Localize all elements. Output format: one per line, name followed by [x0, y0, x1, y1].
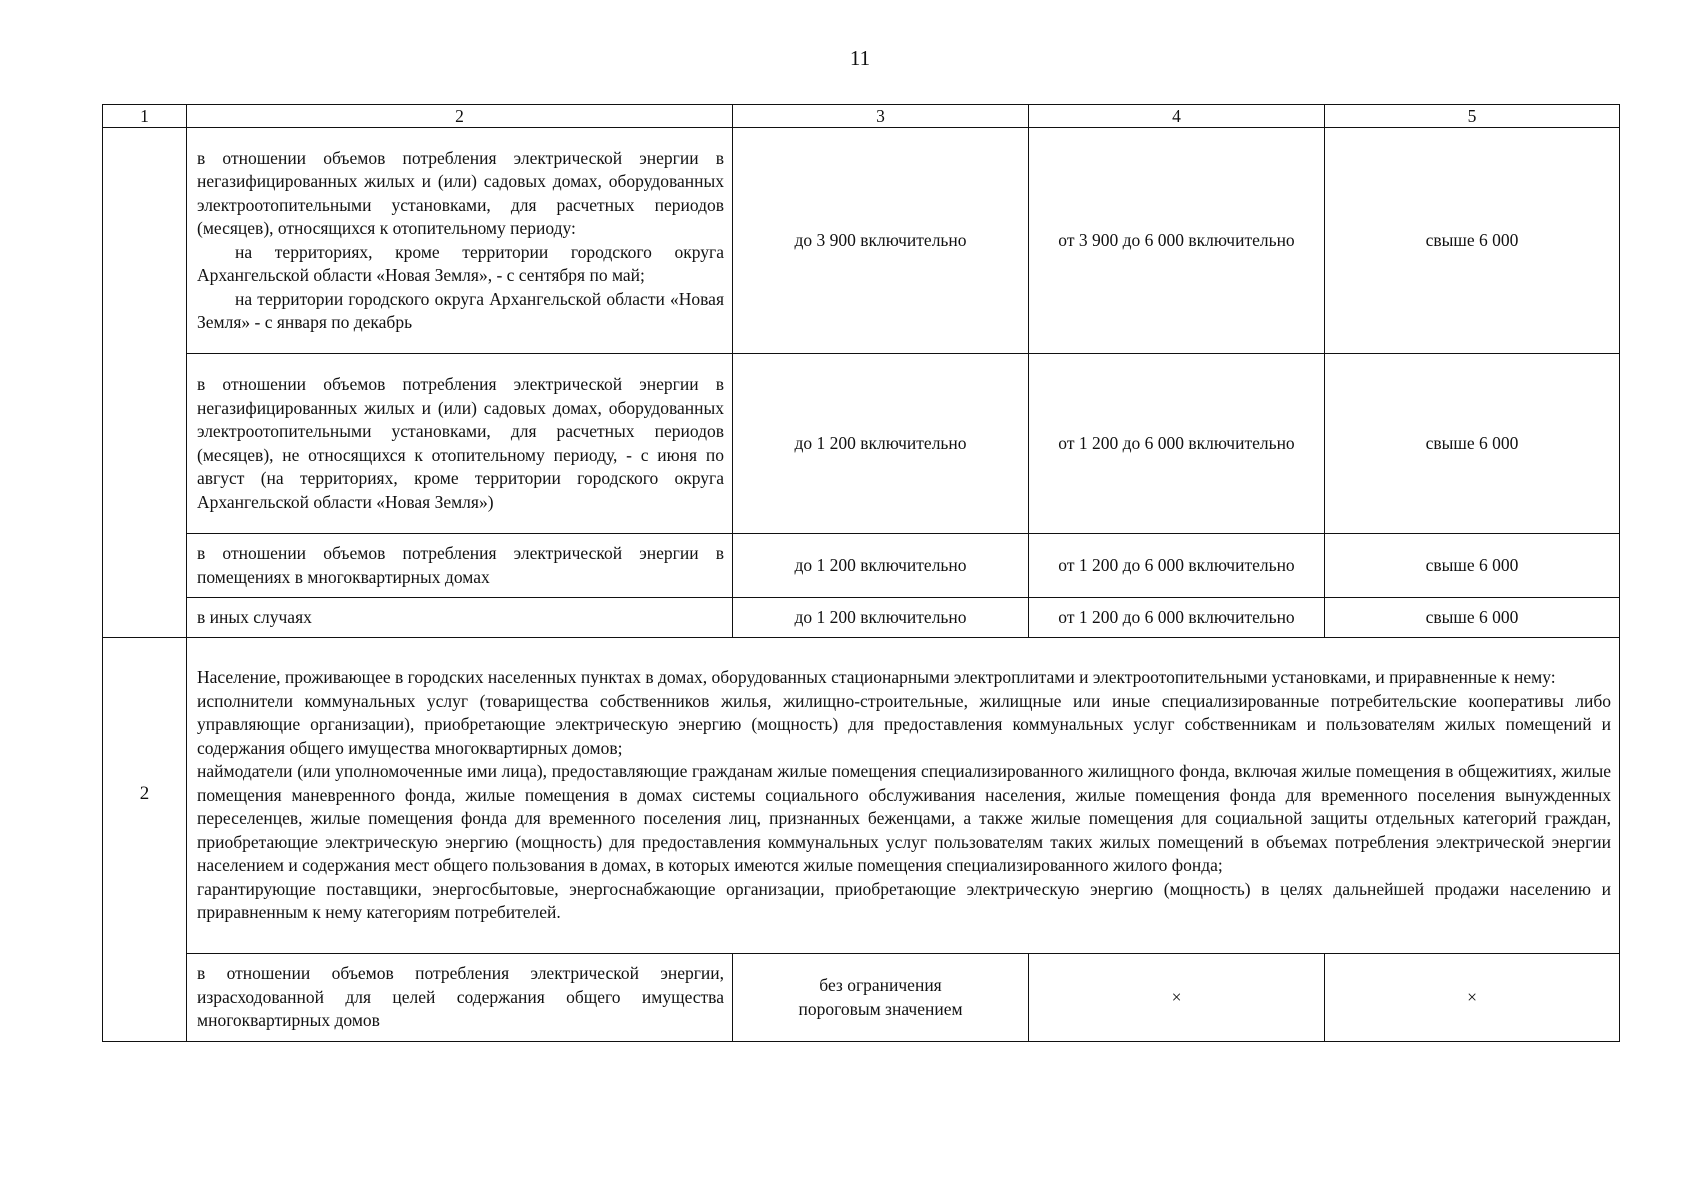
threshold-high: свыше 6 000: [1325, 128, 1620, 354]
row-description: в отношении объемов потребления электрической энергии в помещениях в многоквартирных домах: [187, 534, 733, 598]
row-number-cell: [103, 128, 187, 638]
table-row: [103, 534, 1620, 598]
section-description: [187, 638, 1620, 954]
threshold-high: ×: [1325, 954, 1620, 1042]
column-header-4: 4: [1029, 105, 1325, 128]
row-number-cell: [103, 638, 187, 1042]
table-row: [103, 954, 1620, 1042]
section-paragraph: Население, проживающее в городских населенных пунктах в домах, оборудованных стационарными электроплитами и электроотопительными установками, и приравненные к нему:: [197, 667, 1556, 688]
page-number: 11: [849, 46, 871, 70]
column-header-2: 2: [187, 105, 733, 128]
description-paragraph: на территориях, кроме территории городского округа Архангельской области «Новая Земля», - с сентября по май;: [197, 241, 724, 285]
section-paragraph: наймодатели (или уполномоченные ими лица), предоставляющие гражданам жилые помещения специализированного жилищного фонда, включая жилые помещения в общежитиях, жилые помещения маневренного фонда, жилые помещения в домах системы социального обслуживания населения, жилые помещения фонда для временного поселения вынужденных переселенцев, жилые помещения фонда для временного поселения лиц, признанных беженцами, а также жилые помещения для социальной защиты отдельных категорий граждан, приобретающие электрическую энергию (мощность) для предоставления коммунальных услуг пользователям таких жилых помещений в объемах потребления электрической энергии населением и содержания мест общего пользования в домах, в которых имеются жилые помещения специализированного жилого фонда;: [197, 761, 1611, 876]
threshold-low: до 3 900 включительно: [733, 128, 1029, 354]
threshold-mid: от 3 900 до 6 000 включительно: [1029, 128, 1325, 354]
row-description: в отношении объемов потребления электрической энергии, израсходованной для целей содержания общего имущества многоквартирных домов: [187, 954, 733, 1042]
section-number: 2: [139, 782, 150, 804]
row-description: [187, 128, 733, 354]
column-header-3: 3: [733, 105, 1029, 128]
threshold-mid: от 1 200 до 6 000 включительно: [1029, 354, 1325, 534]
description-paragraph: в отношении объемов потребления электрической энергии в негазифицированных жилых и (или) садовых домах, оборудованных электроотопительными установками, для расчетных периодов (месяцев), относящихся к отопительному периоду:: [197, 147, 724, 238]
threshold-low: до 1 200 включительно: [733, 598, 1029, 638]
table-row: [103, 128, 1620, 354]
column-header-1: 1: [103, 105, 187, 128]
threshold-mid: от 1 200 до 6 000 включительно: [1029, 534, 1325, 598]
column-header-5: 5: [1325, 105, 1620, 128]
row-description: в иных случаях: [187, 598, 733, 638]
table-header-row: [103, 105, 1620, 128]
threshold-low: до 1 200 включительно: [733, 534, 1029, 598]
threshold-low: без ограничения пороговым значением: [733, 954, 1029, 1042]
table-row: [103, 354, 1620, 534]
row-description: в отношении объемов потребления электрической энергии в негазифицированных жилых и (или) садовых домах, оборудованных электроотопительными установками, для расчетных периодов (месяцев), не относящихся к отопительному периоду, - с июня по август (на территориях, кроме территории городского округа Архангельской области «Новая Земля»): [187, 354, 733, 534]
tariff-threshold-table: [102, 104, 1620, 1042]
threshold-mid: от 1 200 до 6 000 включительно: [1029, 598, 1325, 638]
threshold-mid: ×: [1029, 954, 1325, 1042]
threshold-high: свыше 6 000: [1325, 598, 1620, 638]
threshold-low: до 1 200 включительно: [733, 354, 1029, 534]
threshold-high: свыше 6 000: [1325, 534, 1620, 598]
table-row: [103, 598, 1620, 638]
description-paragraph: на территории городского округа Архангельской области «Новая Земля» - с января по декабрь: [197, 288, 724, 332]
section-paragraph: гарантирующие поставщики, энергосбытовые, энергоснабжающие организации, приобретающие электрическую энергию (мощность) в целях дальнейшей продажи населению и приравненным к нему категориям потребителей.: [197, 878, 1611, 923]
table-row: [103, 638, 1620, 954]
threshold-high: свыше 6 000: [1325, 354, 1620, 534]
section-paragraph: исполнители коммунальных услуг (товарищества собственников жилья, жилищно-строительные, жилищные или иные специализированные потребительские кооперативы либо управляющие организации), приобретающие электрическую энергию (мощность) для предоставления коммунальных услуг собственникам и пользователям жилых помещений и содержания общего имущества многоквартирных домов;: [197, 690, 1611, 758]
